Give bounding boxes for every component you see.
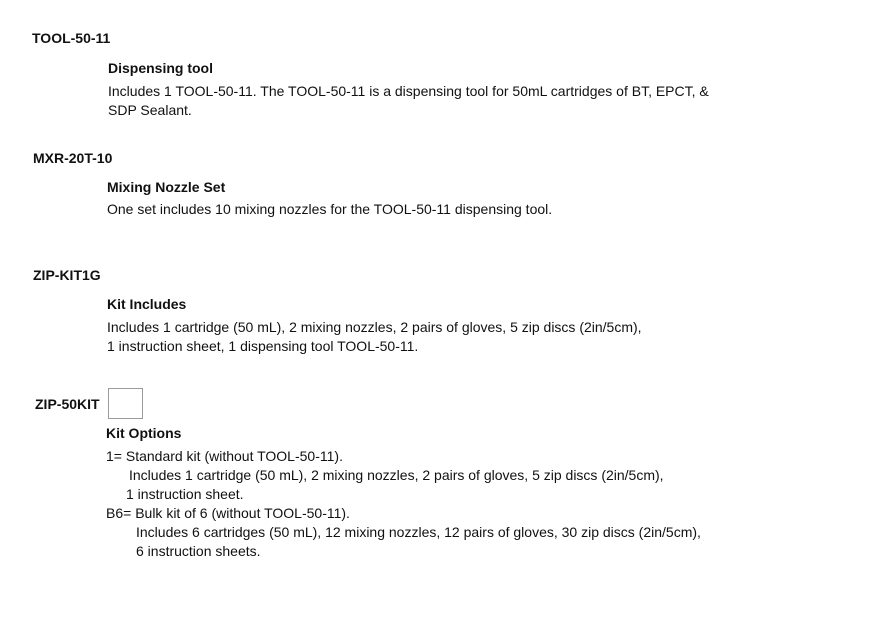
product-description-line: Includes 1 cartridge (50 mL), 2 mixing nozzles, 2 pairs of gloves, 5 zip discs (2in/5cm), <box>107 319 642 335</box>
product-code-zip-50kit: ZIP-50KIT <box>35 396 100 412</box>
kit-option-input[interactable] <box>108 388 143 419</box>
product-heading-kit-options: Kit Options <box>106 425 182 441</box>
product-heading-dispensing-tool: Dispensing tool <box>108 60 213 76</box>
kit-option-line: Includes 1 cartridge (50 mL), 2 mixing nozzles, 2 pairs of gloves, 5 zip discs (2in/5cm), <box>129 467 664 483</box>
kit-option-line: Includes 6 cartridges (50 mL), 12 mixing nozzles, 12 pairs of gloves, 30 zip discs (2in/5cm), <box>136 524 701 540</box>
kit-option-line: B6= Bulk kit of 6 (without TOOL-50-11). <box>106 505 350 521</box>
product-description-line: Includes 1 TOOL-50-11. The TOOL-50-11 is a dispensing tool for 50mL cartridges of BT, EPCT, & <box>108 83 709 99</box>
product-code-tool-50-11: TOOL-50-11 <box>32 30 111 46</box>
product-description-line: SDP Sealant. <box>108 102 192 118</box>
product-description-line: One set includes 10 mixing nozzles for the TOOL-50-11 dispensing tool. <box>107 201 553 217</box>
product-heading-mixing-nozzle-set: Mixing Nozzle Set <box>107 179 226 195</box>
product-description-line: 1 instruction sheet, 1 dispensing tool TOOL-50-11. <box>107 338 419 354</box>
kit-option-line: 1= Standard kit (without TOOL-50-11). <box>106 448 343 464</box>
product-code-zip-kit1g: ZIP-KIT1G <box>33 267 101 283</box>
product-heading-kit-includes: Kit Includes <box>107 296 187 312</box>
product-code-mxr-20t-10: MXR-20T-10 <box>33 150 113 166</box>
kit-option-line: 6 instruction sheets. <box>136 543 261 559</box>
kit-option-line: 1 instruction sheet. <box>126 486 244 502</box>
